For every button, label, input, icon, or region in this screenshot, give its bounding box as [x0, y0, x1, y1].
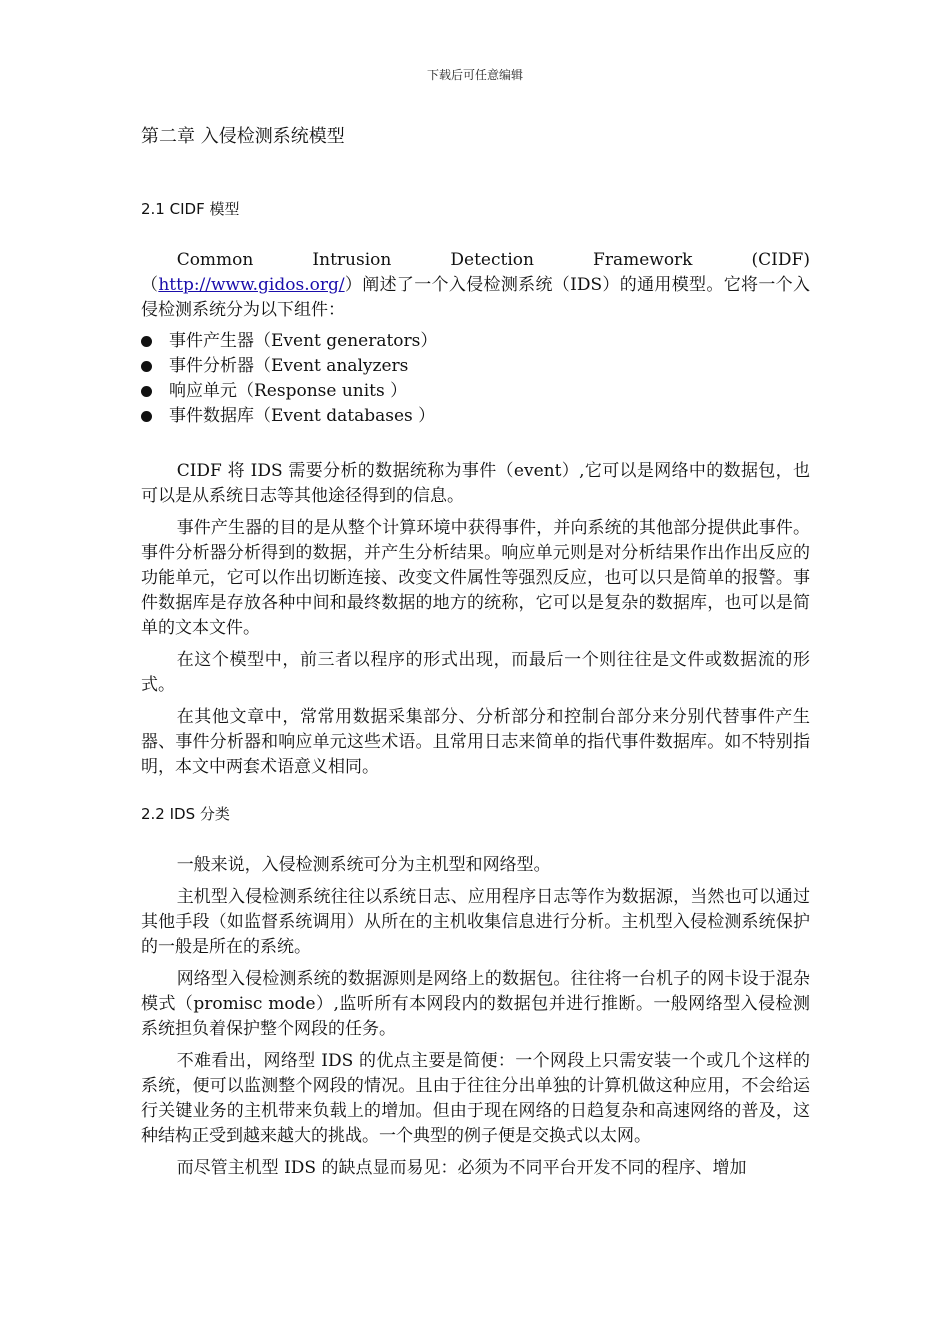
- url-open-paren: （: [141, 275, 159, 295]
- list-item: [141, 379, 810, 404]
- intro-first-line: [141, 248, 810, 273]
- paragraph: 在这个模型中，前三者以程序的形式出现，而最后一个则往往是文件或数据流的形式。: [141, 650, 810, 695]
- document-content: [141, 124, 810, 1188]
- section-heading-cidf: 2.1 CIDF 模型: [141, 200, 240, 218]
- paragraph: 一般来说，入侵检测系统可分为主机型和网络型。: [176, 855, 551, 875]
- list-item: [141, 329, 810, 354]
- list-item-label: 事件产生器（Event generators）: [169, 331, 438, 351]
- list-item-label: 事件数据库（Event databases ）: [169, 406, 436, 426]
- paragraph: 网络型入侵检测系统的数据源则是网络上的数据包。往往将一台机子的网卡设于混杂模式（promisc mode）,监听所有本网段内的数据包并进行推断。一般网络型入侵检测系统担负着保护整个网段的任务。: [141, 969, 810, 1039]
- paragraph: 不难看出，网络型 IDS 的优点主要是简便：一个网段上只需安装一个或几个这样的系统，便可以监测整个网段的情况。且由于往往分出单独的计算机做这种应用，不会给运行关键业务的主机带来负载上的增加。但由于现在网络的日趋复杂和高速网络的普及，这种结构正受到越来越大的挑战。一个典型的例子便是交换式以太网。: [141, 1051, 810, 1146]
- intro-word: Framework: [593, 250, 693, 270]
- paragraph: 在其他文章中，常常用数据采集部分、分析部分和控制台部分来分别代替事件产生器、事件分析器和响应单元这些术语。且常用日志来简单的指代事件数据库。如不特别指明，本文中两套术语意义相同。: [141, 707, 810, 777]
- header-note: 下载后可任意编辑: [426, 68, 523, 82]
- section-heading-ids: 2.2 IDS 分类: [141, 805, 230, 823]
- list-item: [141, 354, 810, 379]
- cidf-link[interactable]: http://www.gidos.org/: [158, 275, 345, 295]
- component-list: [141, 329, 810, 429]
- list-item: [141, 404, 810, 429]
- paragraph: 而尽管主机型 IDS 的缺点显而易见：必须为不同平台开发不同的程序、增加: [176, 1158, 747, 1178]
- intro-word: Intrusion: [312, 250, 392, 270]
- bullet-icon: [141, 361, 152, 372]
- list-item-label: 响应单元（Response units ）: [169, 381, 408, 401]
- intro-word: Common: [176, 250, 254, 270]
- intro-word: (CIDF): [751, 250, 810, 270]
- intro-rest: [141, 273, 810, 323]
- bullet-icon: [141, 336, 152, 347]
- chapter-title: 第二章 入侵检测系统模型: [141, 126, 345, 147]
- paragraph: CIDF 将 IDS 需要分析的数据统称为事件（event）,它可以是网络中的数据包，也可以是从系统日志等其他途径得到的信息。: [141, 461, 810, 506]
- paragraph: 主机型入侵检测系统往往以系统日志、应用程序日志等作为数据源，当然也可以通过其他手段（如监督系统调用）从所在的主机收集信息进行分析。主机型入侵检测系统保护的一般是所在的系统。: [141, 887, 810, 957]
- list-item-label: 事件分析器（Event analyzers: [169, 356, 409, 376]
- intro-word: Detection: [450, 250, 534, 270]
- bullet-icon: [141, 411, 152, 422]
- intro-rest-text: ）阐述了一个入侵检测系统（IDS）的通用模型。它将一个入侵检测系统分为以下组件：: [141, 275, 810, 320]
- bullet-icon: [141, 386, 152, 397]
- paragraph: 事件产生器的目的是从整个计算环境中获得事件，并向系统的其他部分提供此事件。事件分析器分析得到的数据，并产生分析结果。响应单元则是对分析结果作出作出反应的功能单元，它可以作出切断连接、改变文件属性等强烈反应，也可以只是简单的报警。事件数据库是存放各种中间和最终数据的地方的统称，它可以是复杂的数据库，也可以是简单的文本文件。: [141, 518, 810, 638]
